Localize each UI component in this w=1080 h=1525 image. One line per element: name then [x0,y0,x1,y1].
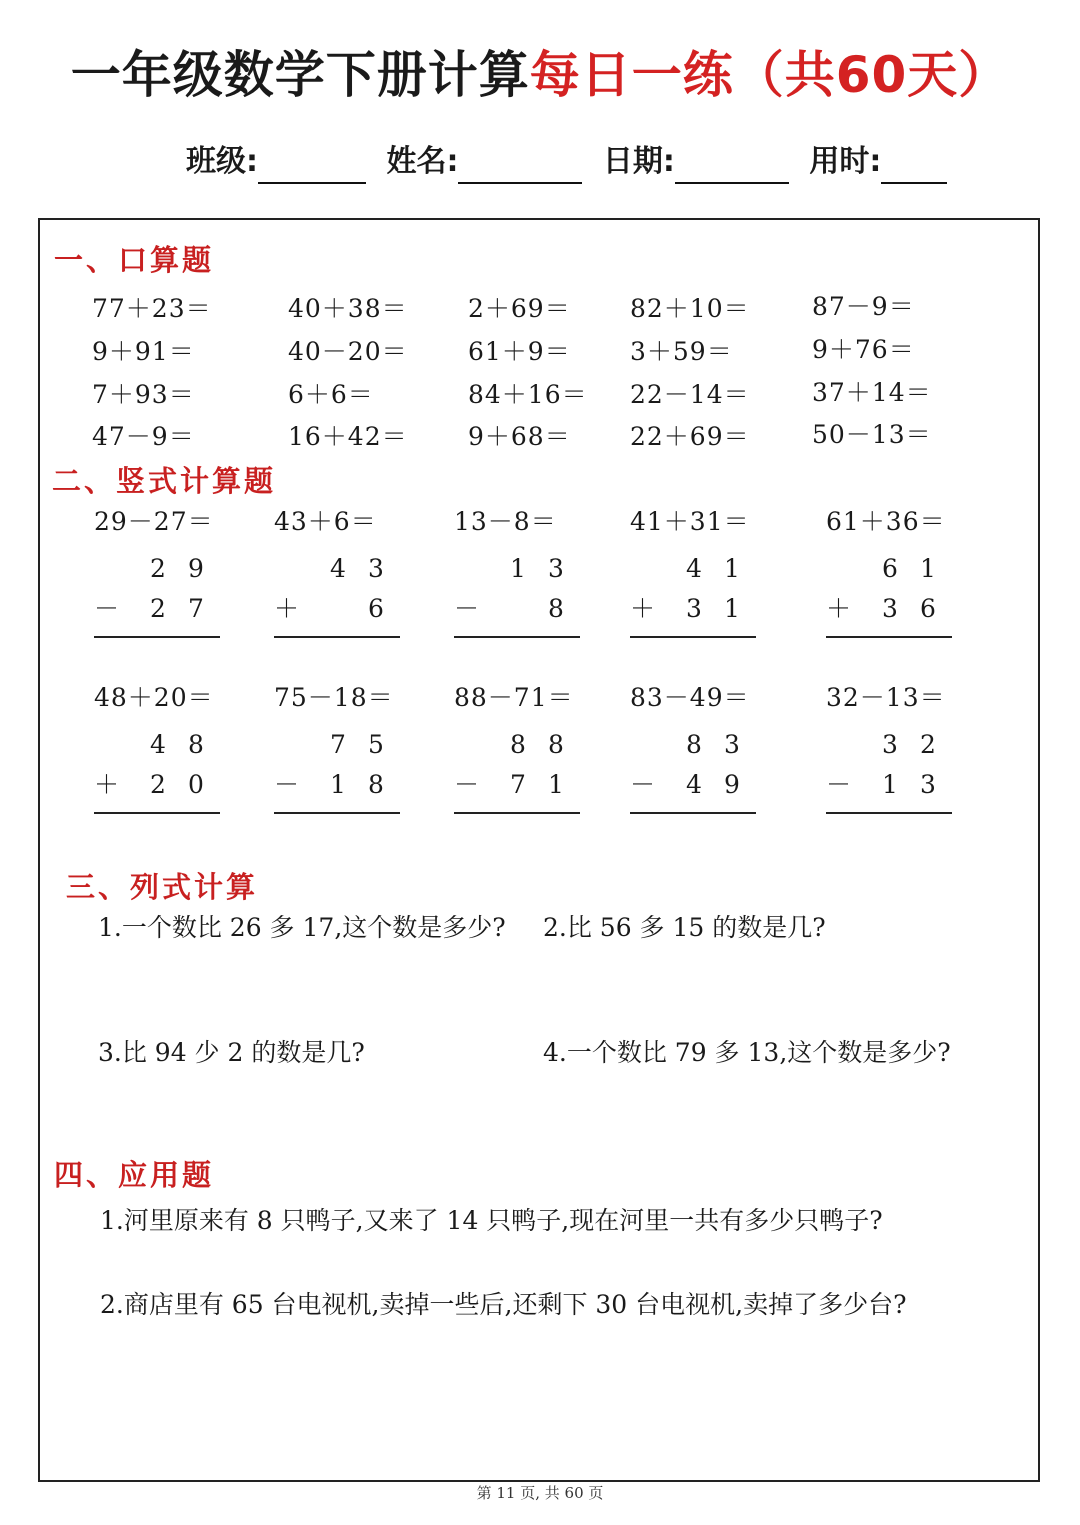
section-oral-heading: 一、口算题 [54,243,215,277]
vertical-equation: 32－13＝ [826,683,946,712]
oral-problem: 82＋10＝ [630,294,750,323]
operator-sign: ＋ [274,594,300,623]
oral-problem: 87－9＝ [812,292,915,321]
title-highlight: 每日一练（共60天） [529,46,1010,104]
oral-problem: 9＋76＝ [812,335,915,364]
answer-rule [274,812,400,814]
application-question-2: 2.商店里有 65 台电视机,卖掉一些后,还剩下 30 台电视机,卖掉了多少台? [100,1290,907,1319]
bottom-digit: 2 [150,594,166,623]
answer-rule [630,812,756,814]
top-digit: 4 [686,554,702,583]
vertical-column-layout [454,554,580,644]
top-digit: 4 [150,730,166,759]
top-digit: 5 [368,730,384,759]
answer-rule [630,636,756,638]
bottom-digit: 9 [724,770,740,799]
top-digit: 3 [882,730,898,759]
vertical-column-layout [274,554,400,644]
oral-problem: 47－9＝ [92,422,195,451]
oral-problem: 16＋42＝ [288,422,408,451]
oral-problem: 84＋16＝ [468,380,588,409]
oral-problem: 37＋14＝ [812,378,932,407]
worksheet-title [0,40,1080,110]
vertical-equation: 75－18＝ [274,683,394,712]
oral-problem: 22－14＝ [630,380,750,409]
oral-problem: 50－13＝ [812,420,932,449]
bottom-digit: 1 [548,770,564,799]
bottom-digit: 3 [882,594,898,623]
operator-sign: ＋ [630,594,656,623]
listing-question-4: 4.一个数比 79 多 13,这个数是多少? [543,1038,951,1067]
top-digit: 8 [686,730,702,759]
time-label: 用时: [809,144,882,179]
answer-rule [826,812,952,814]
page-footer: 第 11 页, 共 60 页 [476,1484,604,1502]
bottom-digit: 7 [510,770,526,799]
answer-rule [454,812,580,814]
operator-sign: － [274,770,300,799]
bottom-digit: 1 [330,770,346,799]
top-digit: 2 [920,730,936,759]
operator-sign: － [94,594,120,623]
application-question-1: 1.河里原来有 8 只鸭子,又来了 14 只鸭子,现在河里一共有多少只鸭子? [100,1206,883,1235]
section-application-heading: 四、应用题 [54,1158,215,1192]
top-digit: 1 [920,554,936,583]
top-digit: 4 [330,554,346,583]
vertical-column-layout [94,730,220,820]
answer-rule [826,636,952,638]
bottom-digit: 3 [920,770,936,799]
time-field[interactable] [881,148,947,184]
top-digit: 7 [330,730,346,759]
vertical-column-layout [274,730,400,820]
date-field[interactable] [675,148,789,184]
vertical-equation: 48＋20＝ [94,683,214,712]
top-digit: 8 [188,730,204,759]
title-main: 一年级数学下册计算 [70,46,530,104]
top-digit: 2 [150,554,166,583]
listing-question-2: 2.比 56 多 15 的数是几? [543,913,826,942]
top-digit: 8 [510,730,526,759]
bottom-digit: 4 [686,770,702,799]
oral-problem: 7＋93＝ [92,380,195,409]
bottom-digit: 8 [548,594,564,623]
listing-question-3: 3.比 94 少 2 的数是几? [98,1038,365,1067]
student-info-line [186,140,957,184]
bottom-digit: 0 [188,770,204,799]
oral-problem: 6＋6＝ [288,380,374,409]
operator-sign: ＋ [826,594,852,623]
vertical-column-layout [630,554,756,644]
vertical-equation: 61＋36＝ [826,507,946,536]
bottom-digit: 1 [882,770,898,799]
oral-problem: 3＋59＝ [630,337,733,366]
class-label: 班级: [186,144,258,179]
answer-rule [274,636,400,638]
bottom-digit: 7 [188,594,204,623]
answer-rule [94,812,220,814]
section-vertical-heading: 二、竖式计算题 [52,464,277,498]
name-label: 姓名: [386,144,459,179]
operator-sign: － [454,770,480,799]
bottom-digit: 8 [368,770,384,799]
oral-problem: 77＋23＝ [92,294,212,323]
vertical-equation: 43＋6＝ [274,507,377,536]
date-label: 日期: [602,144,675,179]
bottom-digit: 6 [920,594,936,623]
oral-problem: 40－20＝ [288,337,408,366]
vertical-equation: 41＋31＝ [630,507,750,536]
vertical-column-layout [630,730,756,820]
operator-sign: － [826,770,852,799]
oral-problem: 9＋91＝ [92,337,195,366]
operator-sign: － [630,770,656,799]
bottom-digit: 6 [368,594,384,623]
class-field[interactable] [258,148,366,184]
top-digit: 9 [188,554,204,583]
top-digit: 8 [548,730,564,759]
operator-sign: ＋ [94,770,120,799]
answer-rule [94,636,220,638]
vertical-column-layout [454,730,580,820]
top-digit: 1 [510,554,526,583]
answer-rule [454,636,580,638]
oral-problem: 40＋38＝ [288,294,408,323]
oral-problem: 22＋69＝ [630,422,750,451]
listing-question-1: 1.一个数比 26 多 17,这个数是多少? [98,913,506,942]
bottom-digit: 3 [686,594,702,623]
top-digit: 1 [724,554,740,583]
vertical-equation: 13－8＝ [454,507,557,536]
name-field[interactable] [458,148,582,184]
vertical-column-layout [94,554,220,644]
oral-problem: 9＋68＝ [468,422,571,451]
operator-sign: － [454,594,480,623]
vertical-equation: 88－71＝ [454,683,574,712]
top-digit: 3 [724,730,740,759]
top-digit: 3 [548,554,564,583]
oral-problem: 2＋69＝ [468,294,571,323]
bottom-digit: 1 [724,594,740,623]
top-digit: 3 [368,554,384,583]
top-digit: 6 [882,554,898,583]
vertical-equation: 83－49＝ [630,683,750,712]
bottom-digit: 2 [150,770,166,799]
vertical-column-layout [826,730,952,820]
vertical-equation: 29－27＝ [94,507,214,536]
vertical-column-layout [826,554,952,644]
section-listing-heading: 三、列式计算 [66,870,259,904]
oral-problem: 61＋9＝ [468,337,571,366]
